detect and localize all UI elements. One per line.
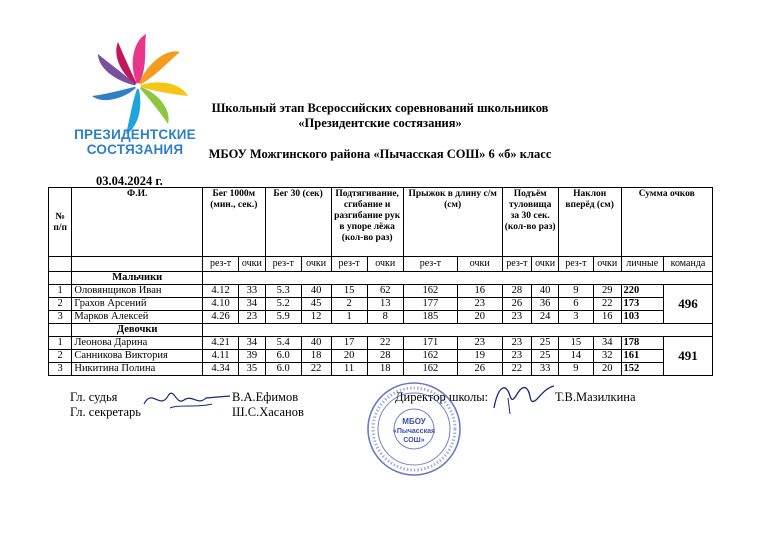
sub-pts: очки [301, 257, 331, 272]
svg-text:МБОУ: МБОУ [402, 417, 426, 426]
results-table [48, 187, 713, 376]
group-label: Девочки [72, 324, 203, 337]
athlete-name: Оловянщиков Иван [72, 285, 203, 298]
title-line1: Школьный этап Всероссийских соревнований школьников [211, 101, 549, 115]
svg-text:«Пычасская: «Пычасская [392, 428, 436, 435]
header-row [49, 188, 713, 257]
personal-total: 103 [621, 311, 663, 324]
judge-signature [140, 384, 235, 416]
secretary-name: Ш.С.Хасанов [232, 405, 304, 419]
athlete-name: Никитина Полина [72, 363, 203, 376]
col-situps: Подъём туловища за 30 сек. (кол-во раз) [502, 188, 558, 257]
svg-text:СОШ»: СОШ» [403, 437, 425, 444]
col-num: № п/п [49, 188, 72, 257]
sub-res: рез-т [502, 257, 532, 272]
judge-name: В.А.Ефимов [232, 390, 299, 404]
table-row: 3 Никитина Полина 4.34 35 6.0 22 11 18 162 26 22 33 9 20 152 [49, 363, 713, 376]
sub-res: рез-т [265, 257, 301, 272]
sub-res: рез-т [558, 257, 593, 272]
sub-res: рез-т [403, 257, 457, 272]
athlete-name: Марков Алексей [72, 311, 203, 324]
director-label: Директор школы: [395, 390, 489, 404]
document-title [205, 101, 555, 131]
sub-res: рез-т [331, 257, 367, 272]
table-row: 1 Леонова Дарина 4.21 34 5.4 40 17 22 171 23 23 25 15 34 178 491 [49, 337, 713, 350]
subheader-row [49, 257, 713, 272]
table-row: 2 Грахов Арсений 4.10 34 5.2 45 2 13 177 23 26 36 6 22 173 [49, 298, 713, 311]
sub-pts: очки [239, 257, 266, 272]
sub-team: команда [663, 257, 712, 272]
table-row: 2 Санникова Виктория 4.11 39 6.0 18 20 28 162 19 23 25 14 32 161 [49, 350, 713, 363]
director-name: Т.В.Мазилкина [555, 390, 636, 404]
sub-pts: очки [367, 257, 403, 272]
title-line2: «Президентские состязания» [298, 116, 462, 130]
logo-caption [60, 127, 210, 157]
group-row-boys [49, 272, 713, 285]
personal-total: 220 [621, 285, 663, 298]
sub-pts: очки [532, 257, 559, 272]
col-pullups: Подтягивание, сгибание и разгибание рук в упоре лёжа (кол-во раз) [331, 188, 403, 257]
school-class: МБОУ Можгинского района «Пычасская СОШ» 6 «б» класс [208, 147, 552, 161]
judge-label: Гл. судья [70, 390, 118, 404]
table-row: 1 Оловянщиков Иван 4.12 33 5.3 40 15 62 162 16 28 40 9 29 220 496 [49, 285, 713, 298]
group-label: Мальчики [72, 272, 203, 285]
col-fio: Ф.И. [72, 188, 203, 257]
sub-personal: личные [621, 257, 663, 272]
director-signature [488, 378, 558, 416]
athlete-name: Грахов Арсений [72, 298, 203, 311]
table-row: 3 Марков Алексей 4.26 23 5.9 12 1 8 185 20 23 24 3 16 103 [49, 311, 713, 324]
personal-total: 161 [621, 350, 663, 363]
group-row-girls [49, 324, 713, 337]
logo-line1: ПРЕЗИДЕНТСКИЕ [74, 127, 196, 142]
team-total: 491 [663, 337, 712, 376]
school-stamp [365, 380, 463, 478]
secretary-label: Гл. секретарь [70, 405, 142, 419]
personal-total: 173 [621, 298, 663, 311]
personal-total: 178 [621, 337, 663, 350]
sub-pts: очки [593, 257, 621, 272]
personal-total: 152 [621, 363, 663, 376]
athlete-name: Санникова Виктория [72, 350, 203, 363]
sub-res: рез-т [203, 257, 239, 272]
document-date: 03.04.2024 г. [96, 174, 163, 188]
logo-line2: СОСТЯЗАНИЯ [86, 142, 184, 157]
athlete-name: Леонова Дарина [72, 337, 203, 350]
sub-pts: очки [457, 257, 502, 272]
col-bend: Наклон вперёд (см) [558, 188, 621, 257]
team-total: 496 [663, 285, 712, 324]
col-total: Сумма очков [621, 188, 713, 257]
col-run1000: Бег 1000м (мин., сек.) [203, 188, 266, 257]
col-run30: Бег 30 (сек) [265, 188, 331, 257]
col-jump: Прыжок в длину с/м (см) [403, 188, 502, 257]
